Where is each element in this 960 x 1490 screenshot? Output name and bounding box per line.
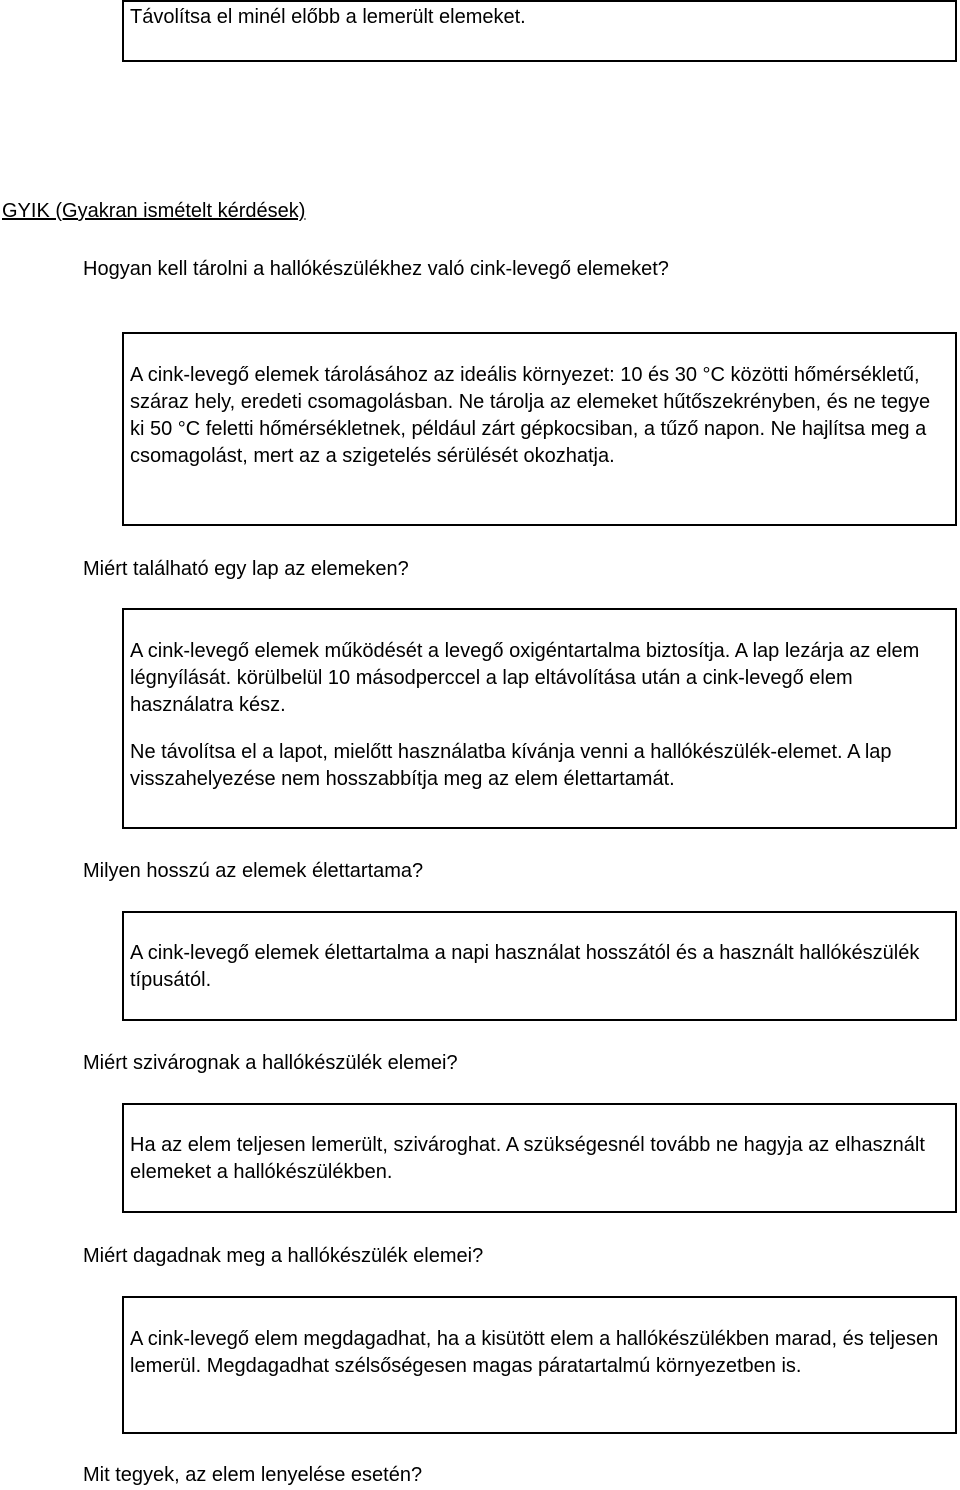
faq-answer-2-text-b: Ne távolítsa el a lapot, mielőtt használatba kívánja venni a hallókészülék-elemet. A lap visszahelyezése nem hosszabbítja meg az elem élettartamát.	[130, 741, 892, 790]
faq-question-4: Miért szivárognak a hallókészülék elemei?	[83, 1052, 458, 1074]
faq-answer-box-3	[122, 911, 957, 1021]
faq-answer-box-5	[122, 1296, 957, 1434]
faq-answer-box-1	[122, 332, 957, 526]
faq-heading: GYIK (Gyakran ismételt kérdések)	[2, 200, 306, 222]
faq-question-5: Miért dagadnak meg a hallókészülék elemei?	[83, 1245, 484, 1267]
faq-question-6: Mit tegyek, az elem lenyelése esetén?	[83, 1464, 423, 1486]
faq-answer-1-text: A cink-levegő elemek tárolásához az ideális környezet: 10 és 30 °C közötti hőmérsékletű, száraz hely, eredeti csomagolásban. Ne tárolja az elemeket hűtőszekrényben, és ne tegye ki 50 °C feletti hőmérsékletnek, például zárt gépkocsiban, a tűző napon. Ne hajlítsa meg a csomagolást, mert az a szigetelés sérülését okozhatja.	[130, 364, 931, 467]
faq-question-3: Milyen hosszú az elemek élettartama?	[83, 860, 424, 882]
top-note-text: Távolítsa el minél előbb a lemerült elemeket.	[130, 6, 526, 28]
top-note-box	[122, 0, 957, 62]
faq-answer-box-4	[122, 1103, 957, 1213]
faq-answer-box-2	[122, 608, 957, 829]
faq-answer-5-text: A cink-levegő elem megdagadhat, ha a kisütött elem a hallókészülékben marad, és teljesen lemerül. Megdagadhat szélsőségesen magas páratartalmú környezetben is.	[130, 1328, 939, 1377]
faq-question-2: Miért található egy lap az elemeken?	[83, 558, 409, 580]
faq-answer-4-text: Ha az elem teljesen lemerült, szivároghat. A szükségesnél tovább ne hagyja az elhasznált elemeket a hallókészülékben.	[130, 1134, 925, 1183]
faq-answer-2-text-a: A cink-levegő elemek működését a levegő oxigéntartalma biztosítja. A lap lezárja az elem légnyílását. körülbelül 10 másodperccel a lap eltávolítása után a cink-levegő elem használatra kész.	[130, 640, 920, 716]
faq-answer-3-text: A cink-levegő elemek élettartalma a napi használat hosszától és a használt hallókészülék típusától.	[130, 942, 920, 991]
faq-question-1: Hogyan kell tárolni a hallókészülékhez való cink-levegő elemeket?	[83, 258, 669, 280]
